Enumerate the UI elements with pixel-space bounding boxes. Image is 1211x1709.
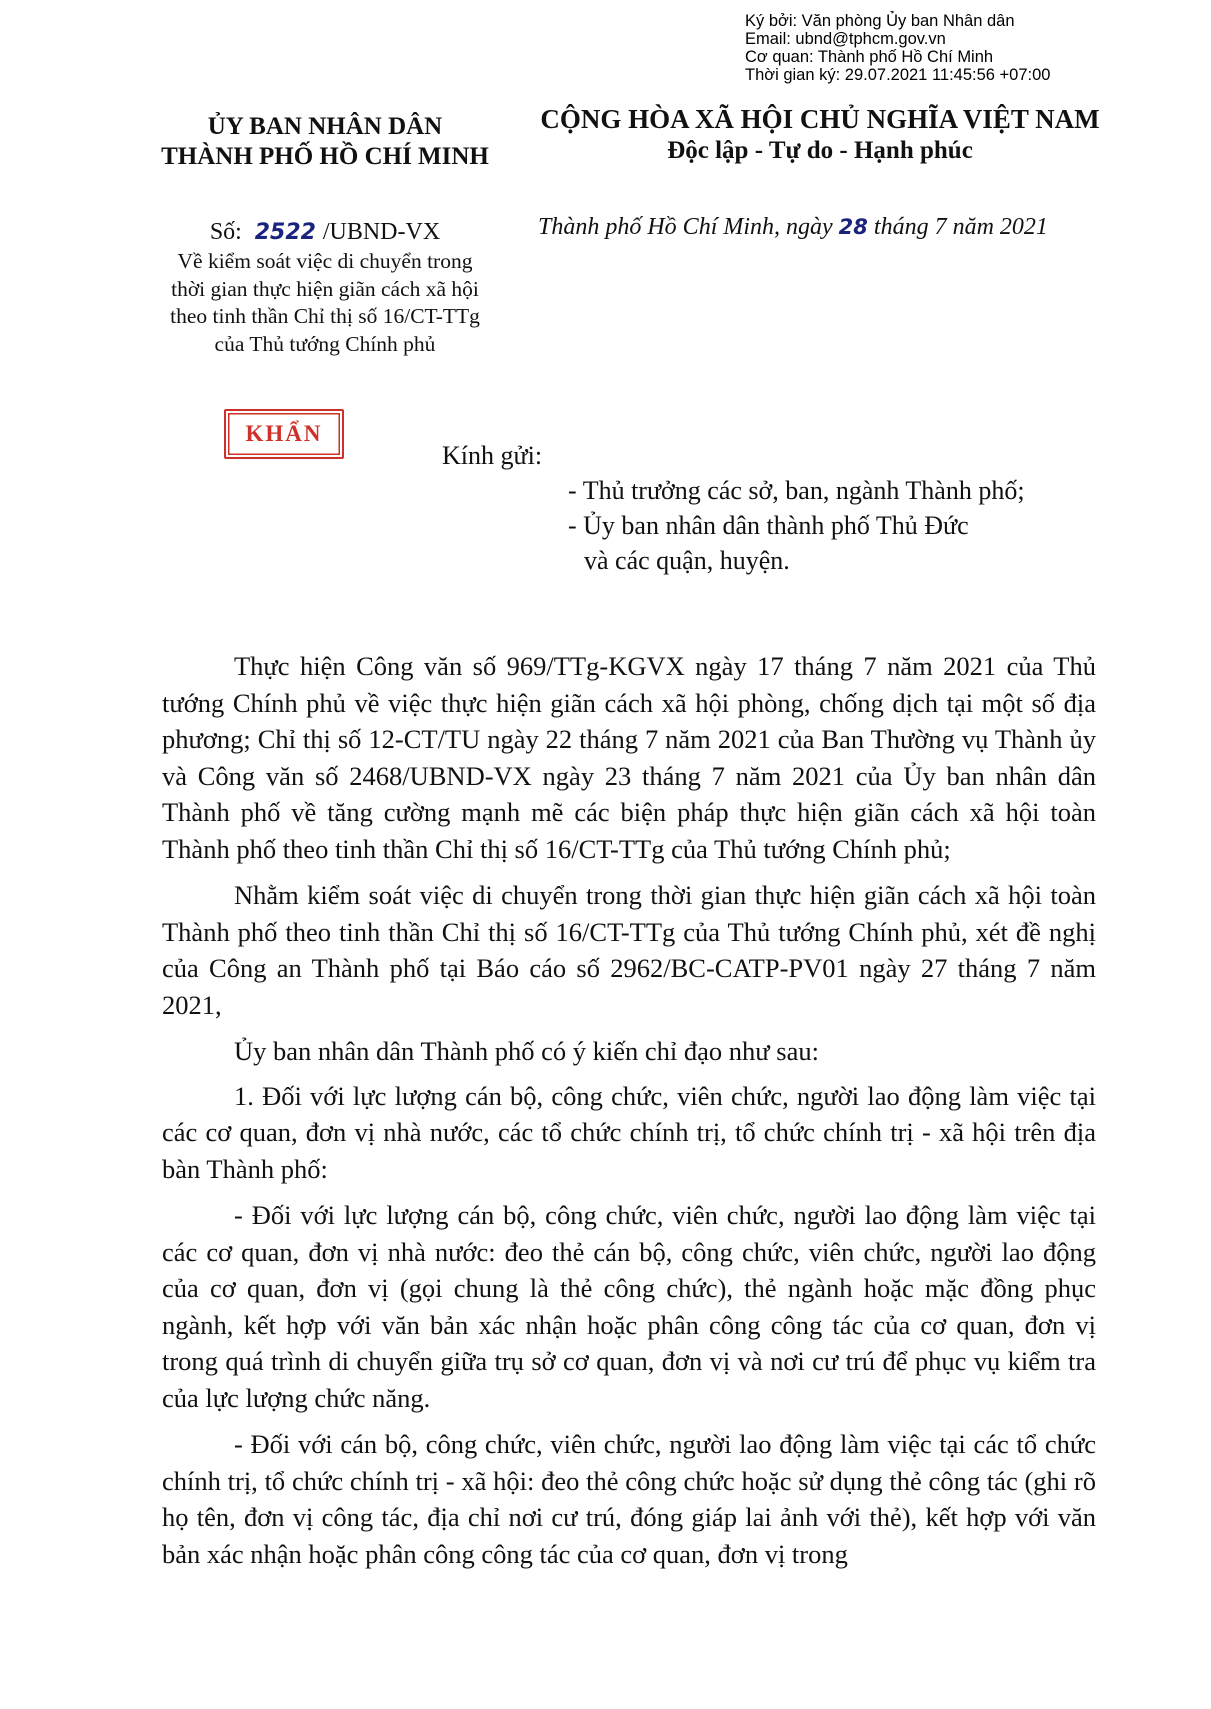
document-number [125, 218, 525, 247]
date-prefix: Thành phố Hồ Chí Minh, ngày [538, 214, 833, 240]
date-suffix: tháng 7 năm 2021 [873, 214, 1048, 240]
recipient-list [568, 473, 1025, 578]
national-motto: Độc lập - Tự do - Hạnh phúc [667, 137, 973, 164]
signature-agency: Cơ quan: Thành phố Hồ Chí Minh [745, 48, 994, 66]
signature-email: Email: ubnd@tphcm.gov.vn [745, 30, 946, 48]
place-and-date [538, 212, 1118, 242]
signature-signer: Ký bởi: Văn phòng Ủy ban Nhân dân [745, 12, 1015, 30]
authority-line-2: THÀNH PHỐ HỒ CHÍ MINH [161, 143, 489, 170]
subject-line: theo tinh thần Chỉ thị số 16/CT-TTg [170, 304, 480, 328]
document-number-prefix: Số: [209, 219, 242, 245]
national-title [520, 103, 1120, 167]
salutation: Kính gửi: [442, 441, 543, 470]
subject-line: Về kiểm soát việc di chuyển trong [177, 249, 473, 273]
document-body [162, 648, 1096, 1582]
digital-signature-block [745, 12, 1050, 84]
urgent-stamp: KHẨN [224, 409, 344, 459]
recipient-item: và các quận, huyện. [584, 546, 790, 575]
recipient-item: - Thủ trưởng các sở, ban, ngành Thành phố; [568, 476, 1025, 505]
authority-line-1: ỦY BAN NHÂN DÂN [207, 113, 443, 140]
document-number-value: 2522 [254, 220, 316, 245]
subject-line: của Thủ tướng Chính phủ [214, 331, 436, 356]
body-paragraph: - Đối với cán bộ, công chức, viên chức, người lao động làm việc tại các tổ chức chính trị, tổ chức chính trị - xã hội: đeo thẻ công chức hoặc sử dụng thẻ công tác (ghi rõ họ tên, đơn vị công tác, địa chỉ nơi cư trú, đóng giáp lai ảnh với thẻ), kết hợp với văn bản xác nhận hoặc phân công công tác của cơ quan, đơn vị trong [162, 1429, 1096, 1569]
document-subject [125, 248, 525, 358]
signature-time: Thời gian ký: 29.07.2021 11:45:56 +07:00 [745, 66, 1051, 84]
body-paragraph: Nhằm kiểm soát việc di chuyển trong thời gian thực hiện giãn cách xã hội toàn Thành phố theo tinh thần Chỉ thị số 16/CT-TTg của Thủ tướng Chính phủ, xét đề nghị của Công an Thành phố tại Báo cáo số 2962/BC-CATP-PV01 ngày 27 tháng 7 năm 2021, [162, 880, 1096, 1020]
document-number-suffix: /UBND-VX [322, 219, 441, 245]
national-title-line-1: CỘNG HÒA XÃ HỘI CHỦ NGHĨA VIỆT NAM [540, 104, 1100, 134]
body-paragraph: Ủy ban nhân dân Thành phố có ý kiến chỉ đạo như sau: [234, 1036, 819, 1066]
body-paragraph: Thực hiện Công văn số 969/TTg-KGVX ngày 17 tháng 7 năm 2021 của Thủ tướng Chính phủ về việc thực hiện giãn cách xã hội phòng, chống dịch tại một số địa phương; Chỉ thị số 12-CT/TU ngày 22 tháng 7 năm 2021 của Ban Thường vụ Thành ủy và Công văn số 2468/UBND-VX ngày 23 tháng 7 năm 2021 của Ủy ban nhân dân Thành phố về tăng cường mạnh mẽ các biện pháp thực hiện giãn cách xã hội toàn Thành phố theo tinh thần Chỉ thị số 16/CT-TTg của Thủ tướng Chính phủ; [162, 651, 1096, 864]
body-paragraph: - Đối với lực lượng cán bộ, công chức, viên chức, người lao động làm việc tại các cơ quan, đơn vị nhà nước: đeo thẻ cán bộ, công chức, viên chức, người lao động của cơ quan, đơn vị (gọi chung là thẻ công chức), thẻ ngành hoặc mặc đồng phục ngành, kết hợp với văn bản xác nhận hoặc phân công công tác của cơ quan, đơn vị trong quá trình di chuyển giữa trụ sở cơ quan, đơn vị và nơi cư trú để phục vụ kiểm tra của lực lượng chức năng. [162, 1200, 1096, 1413]
subject-line: thời gian thực hiện giãn cách xã hội [171, 276, 479, 301]
recipient-item: - Ủy ban nhân dân thành phố Thủ Đức [568, 511, 969, 540]
issuing-authority [125, 112, 525, 172]
body-paragraph: 1. Đối với lực lượng cán bộ, công chức, viên chức, người lao động làm việc tại các cơ quan, đơn vị nhà nước, các tổ chức chính trị, tổ chức chính trị - xã hội trên địa bàn Thành phố: [162, 1080, 1096, 1184]
date-day: 28 [838, 215, 868, 239]
